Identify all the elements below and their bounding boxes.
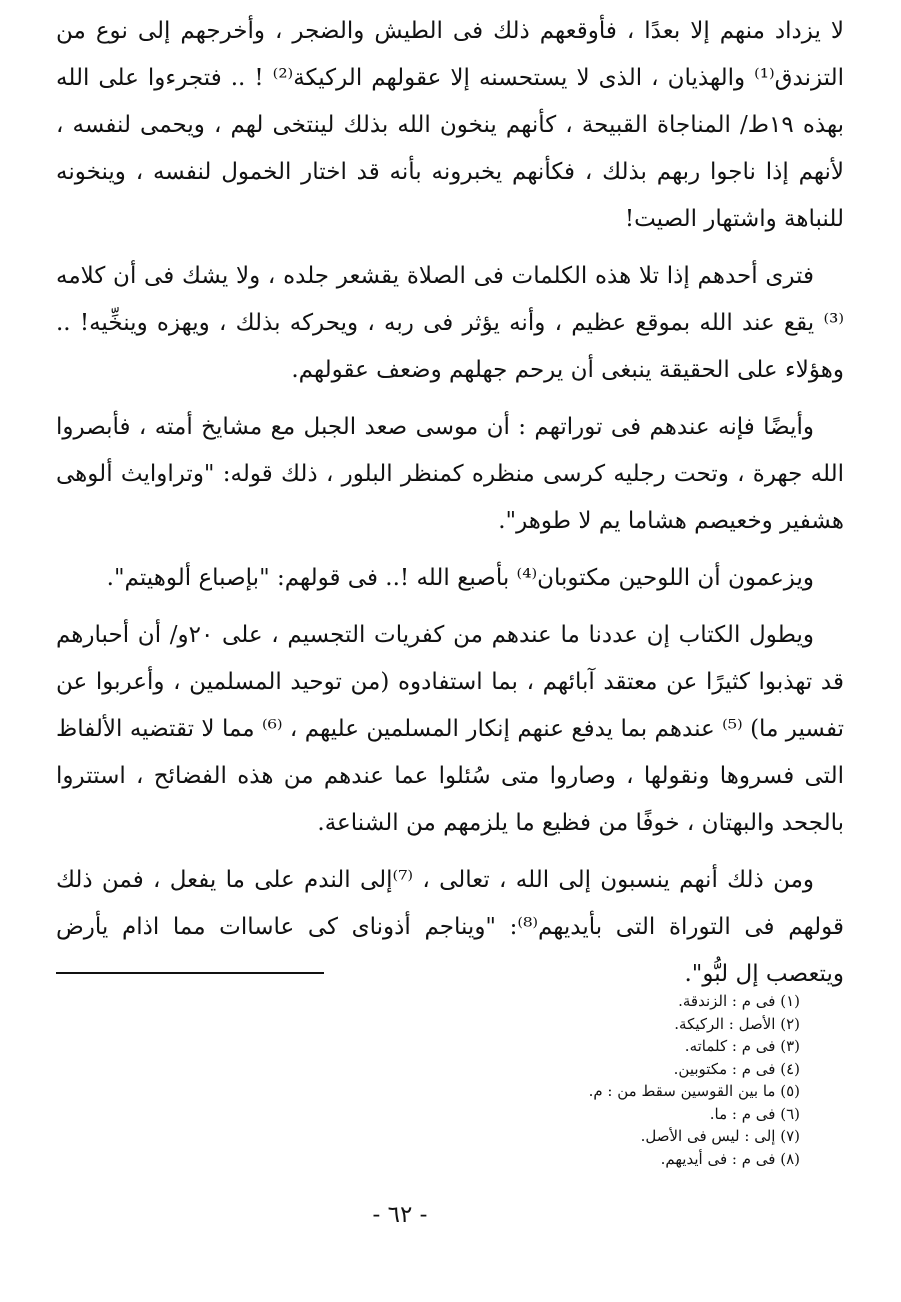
paragraph: وأيضًا فإنه عندهم فى توراتهم : أن موسى صعد الجبل مع مشايخ أمته ، فأبصروا الله جهرة ، وتحت رجليه كرسى منظره كمنظر البلور ، ذلك قوله: "وتراوايث ألوهى هشفير وخعيصم هشاما يم لا طوهر".	[56, 414, 844, 534]
footnote: (٣) فى م : كلماته.	[684, 1037, 800, 1055]
paragraph: فترى أحدهم إذا تلا هذه الكلمات فى الصلاة يقشعر جلده ، ولا يشك فى أن كلامه ⁽³⁾ يقع عند الله بموقع عظيم ، وأنه يؤثر فى ربه ، ويحركه بذلك ، ويهزه وينخِّيه! .. وهؤلاء على الحقيقة ينبغى أن يرحم جهلهم وضعف عقولهم.	[56, 263, 844, 383]
paragraph: لا يزداد منهم إلا بعدًا ، فأوقعهم ذلك فى الطيش والضجر ، وأخرجهم إلى نوع من التزندق⁽¹⁾ والهذيان ، الذى لا يستحسنه إلا عقولهم الركيكة⁽²⁾ ! .. فتجرءوا على الله بهذه ١٩ط/ المناجاة القبيحة ، كأنهم ينخون الله بذلك لينتخى لهم ، ويحمى لنفسه ، لأنهم إذا ناجوا ربهم بذلك ، فكأنهم يخبرونه بأنه قد اختار الخمول لنفسه ، وينخونه للنباهة واشتهار الصيت!	[56, 18, 844, 232]
footnote: (١) فى م : الزندقة.	[678, 992, 800, 1010]
footnotes-list	[400, 990, 800, 1170]
paragraph: ويزعمون أن اللوحين مكتوبان⁽⁴⁾ بأصبع الله !.. فى قولهم: "بإصباع ألوهيتم".	[106, 565, 814, 591]
main-text	[56, 8, 844, 1008]
footnote: (٤) فى م : مكتوبين.	[673, 1059, 800, 1078]
footnote-separator	[56, 972, 324, 974]
paragraph: ويطول الكتاب إن عددنا ما عندهم من كفريات التجسيم ، على ٢٠و/ أن أحبارهم قد تهذبوا كثيرًا عن معتقد آبائهم ، بما استفادوه (من توحيد المسلمين ، وأعربوا عن تفسير ما) ⁽⁵⁾ عندهم بما يدفع عنهم إنكار المسلمين عليهم ، ⁽⁶⁾ مما لا تقتضيه الألفاظ التى فسروها ونقولها ، وصاروا متى سُئلوا عما عندهم من هذه الفضائح ، استتروا بالجحد والبهتان ، خوفًا من فظيع ما يلزمهم من الشناعة.	[56, 622, 844, 836]
footnote: (٦) فى م : ما.	[709, 1104, 800, 1123]
paragraph: ومن ذلك أنهم ينسبون إلى الله ، تعالى ، ⁽⁷⁾إلى الندم على ما يفعل ، فمن ذلك قولهم فى التوراة التى بأيديهم⁽⁸⁾: "ويناجم أذوناى كى عاساات مما اذام يأرض ويتعصب إل لبُّو".	[56, 867, 845, 987]
footnote: (٨) فى م : فى أيديهم.	[660, 1149, 800, 1168]
footnote: (٢) الأصل : الركيكة.	[674, 1014, 800, 1033]
footnote: (٥) ما بين القوسين سقط من : م.	[588, 1082, 800, 1100]
page-number: - ٦٢ -	[372, 1202, 428, 1228]
footnote: (٧) إلى : ليس فى الأصل.	[640, 1127, 800, 1145]
